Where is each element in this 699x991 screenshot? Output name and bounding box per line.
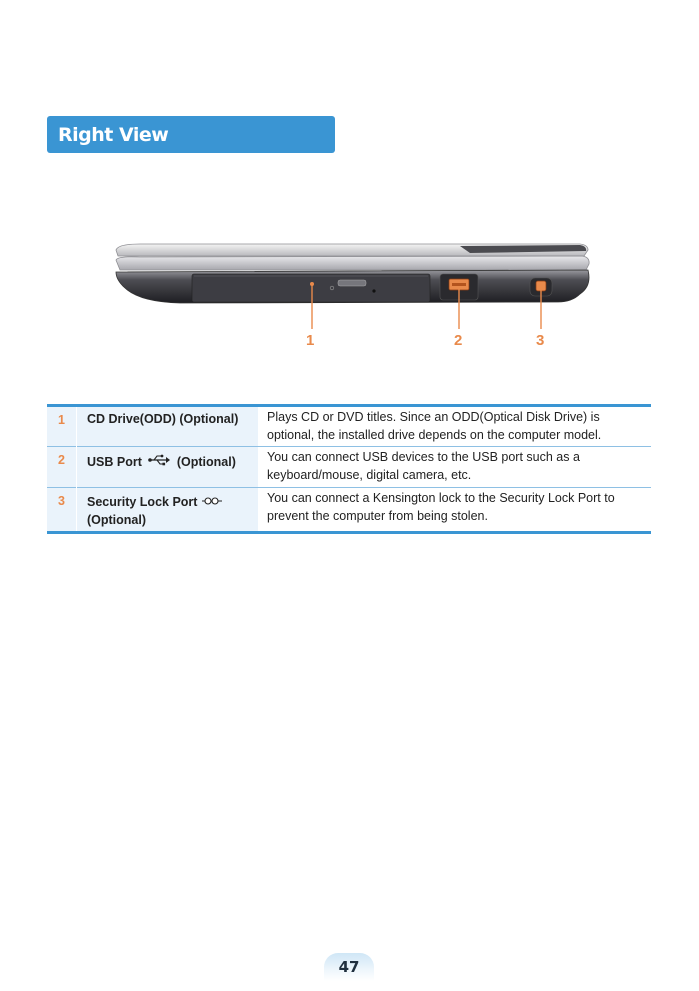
port-name-text: USB Port bbox=[87, 455, 142, 470]
port-name bbox=[77, 447, 259, 488]
section-title: Right View bbox=[58, 123, 169, 146]
usb-icon bbox=[148, 454, 170, 472]
ports-table bbox=[47, 404, 651, 534]
port-name-text: Security Lock Port bbox=[87, 495, 198, 510]
callout-2: 2 bbox=[454, 332, 463, 349]
port-description: Plays CD or DVD titles. Since an ODD(Optical Disk Drive) is optional, the installed drive depends on the computer model. bbox=[267, 410, 602, 442]
table-row bbox=[47, 488, 651, 533]
section-header bbox=[47, 116, 335, 153]
page-number-tab bbox=[324, 953, 374, 981]
port-name bbox=[77, 406, 259, 447]
port-name-text: CD Drive(ODD) (Optional) bbox=[87, 412, 239, 426]
callout-3: 3 bbox=[536, 332, 545, 349]
table-row bbox=[47, 447, 651, 488]
page-number: 47 bbox=[338, 958, 360, 976]
row-number: 1 bbox=[47, 406, 77, 447]
port-name-suffix: (Optional) bbox=[176, 455, 236, 470]
port-name-suffix: (Optional) bbox=[87, 512, 147, 527]
security-lock-icon bbox=[202, 494, 222, 512]
table-row bbox=[47, 406, 651, 447]
row-number: 3 bbox=[47, 488, 77, 533]
port-name bbox=[77, 488, 259, 533]
laptop-right-side-figure bbox=[110, 236, 600, 356]
port-description: You can connect a Kensington lock to the Security Lock Port to prevent the computer from being stolen. bbox=[258, 488, 651, 533]
row-number: 2 bbox=[47, 447, 77, 488]
callout-1: 1 bbox=[306, 332, 315, 349]
port-description: You can connect USB devices to the USB port such as a keyboard/mouse, digital camera, etc. bbox=[258, 447, 651, 488]
